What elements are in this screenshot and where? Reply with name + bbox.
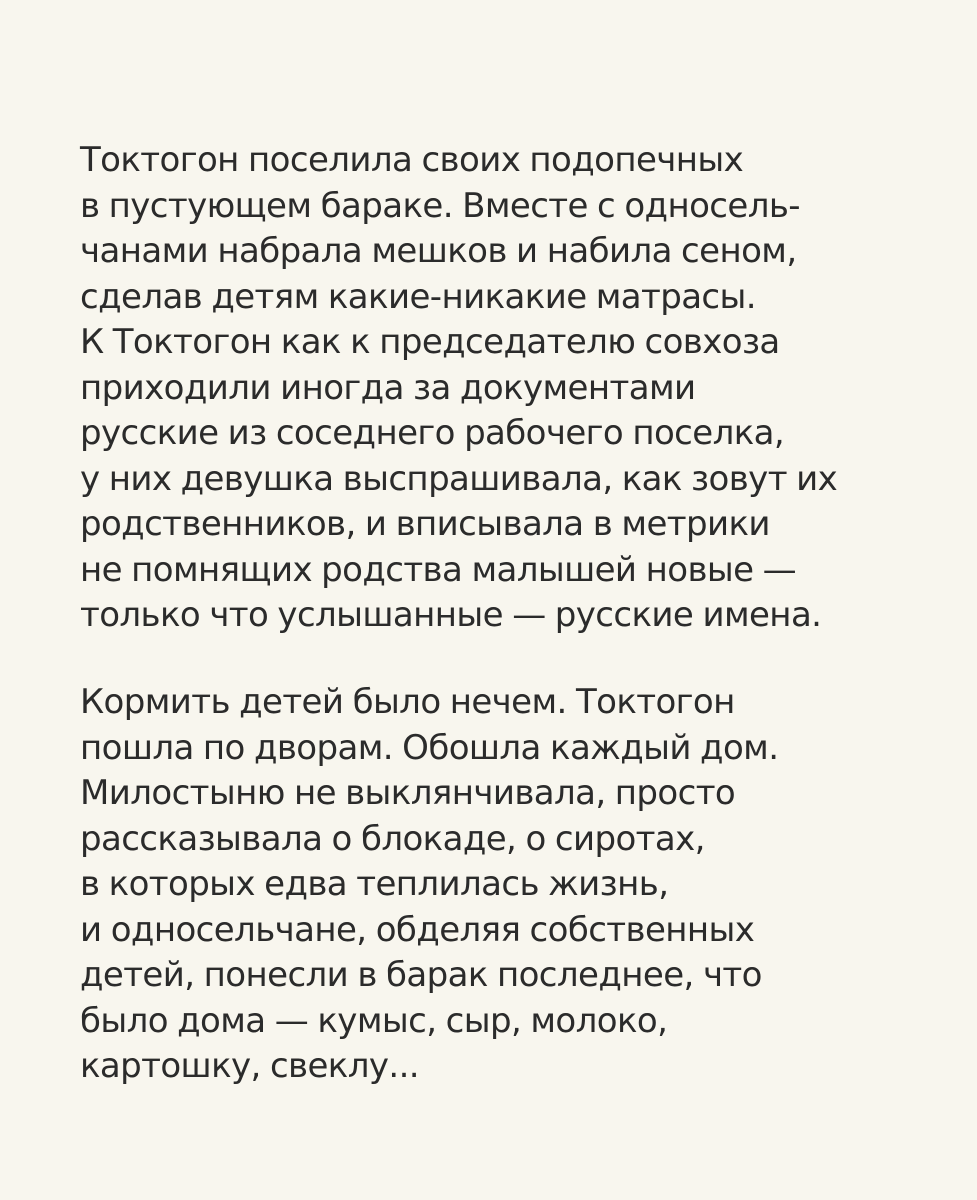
paragraph-2 xyxy=(80,680,940,1090)
text-line: только что услышанные — русские имена. xyxy=(80,595,822,635)
text-line: русские из соседнего рабочего поселка, xyxy=(80,413,785,453)
paragraph-1 xyxy=(80,138,940,639)
text-line: Милостыню не выклянчивала, просто xyxy=(80,773,736,813)
text-line: было дома — кумыс, сыр, молоко, xyxy=(80,1000,668,1041)
text-line: и односельчане, обделяя собственных xyxy=(80,909,755,950)
text-line: чанами набрала мешков и набила сеном, xyxy=(80,231,797,271)
text-line: детей, понесли в барак последнее, что xyxy=(80,955,762,995)
text-line: в пустующем бараке. Вместе с односель- xyxy=(80,185,800,226)
text-line: у них девушка выспрашивала, как зовут их xyxy=(80,458,838,499)
text-line: пошла по дворам. Обошла каждый дом. xyxy=(80,727,779,768)
text-line: не помнящих родства малышей новые — xyxy=(80,549,797,590)
text-line: сделав детям какие-никакие матрасы. xyxy=(80,276,756,317)
text-line: Токтогон поселила своих подопечных xyxy=(80,140,744,180)
text-line: приходили иногда за документами xyxy=(80,367,696,408)
text-line: в которых едва теплилась жизнь, xyxy=(80,864,669,904)
text-line: К Токтогон как к председателю совхоза xyxy=(80,322,780,362)
text-line: картошку, свеклу... xyxy=(80,1046,420,1086)
text-line: Кормить детей было нечем. Токтогон xyxy=(80,682,735,722)
text-line: рассказывала о блокаде, о сиротах, xyxy=(80,818,705,859)
text-line: родственников, и вписывала в метрики xyxy=(80,504,770,544)
